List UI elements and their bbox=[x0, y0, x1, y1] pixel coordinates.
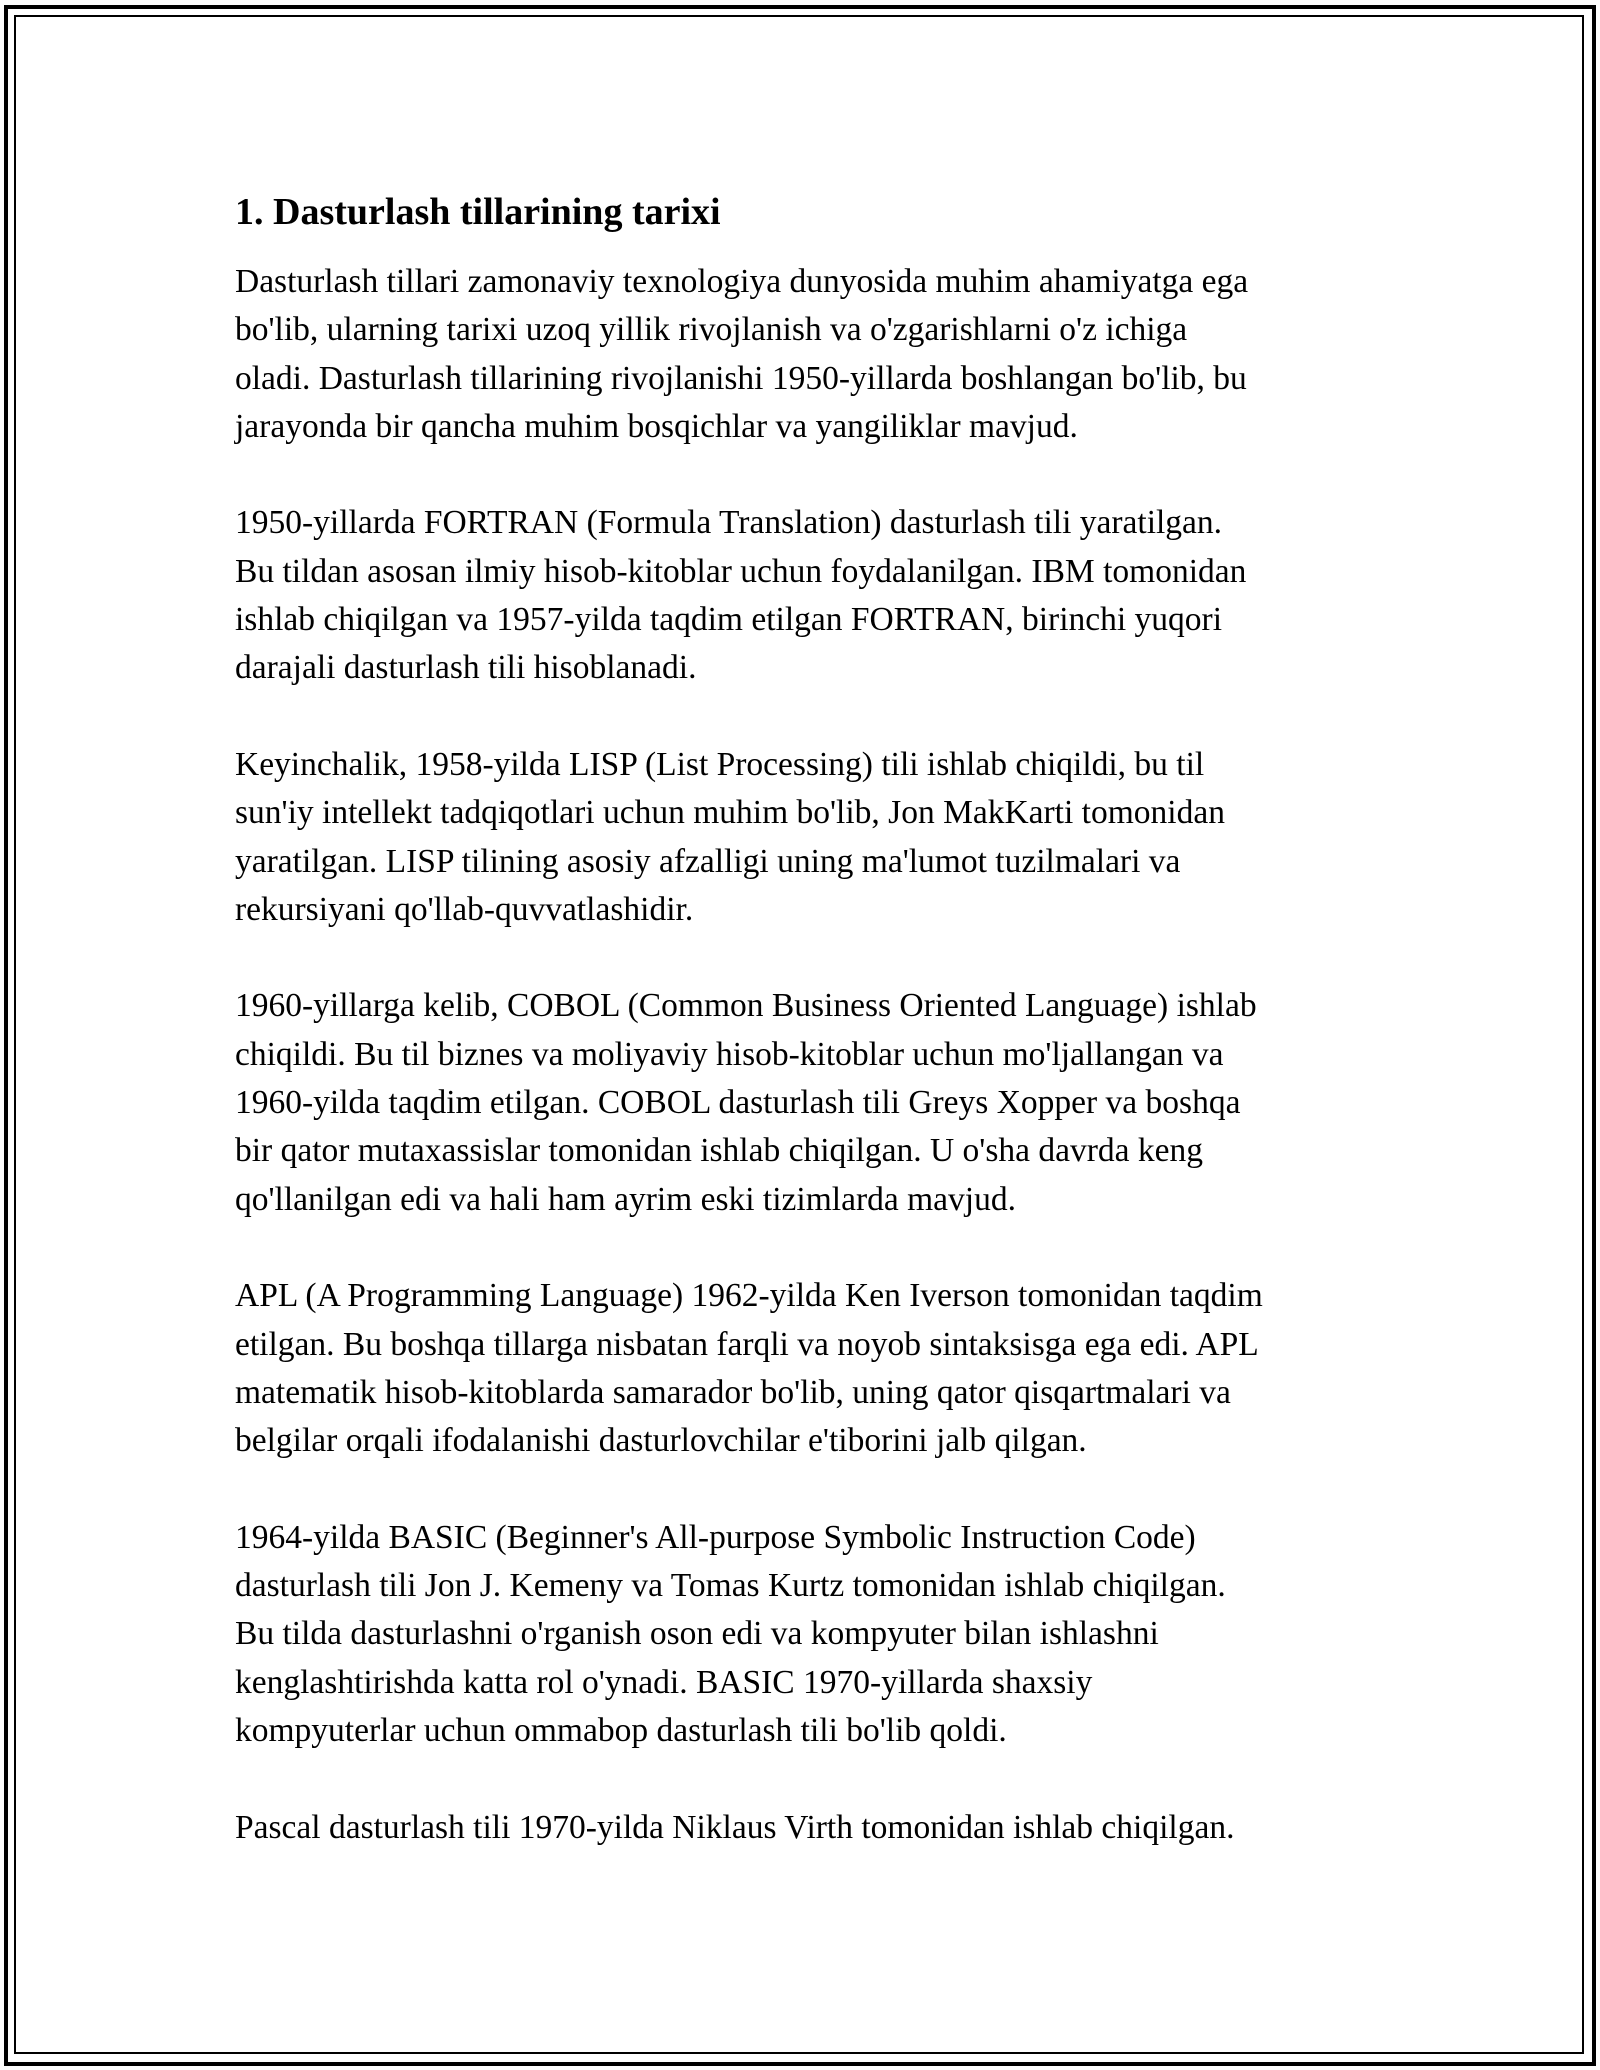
paragraph-pascal: Pascal dasturlash tili 1970-yilda Niklaus Virth tomonidan ishlab chiqilgan. bbox=[235, 1808, 1235, 1846]
paragraph-apl: APL (A Programming Language) 1962-yilda Ken Iverson tomonidan taqdim etilgan. Bu boshqa tillarga nisbatan farqli va noyob sintaksisga ega edi. APL matematik hisob-kitoblarda samarador bo'lib, uning qator qisqartmalari va belgilar orqali ifodalanishi dasturlovchilar e'tiborini jalb qilgan. bbox=[235, 1277, 1263, 1460]
paragraph-basic: 1964-yilda BASIC (Beginner's All-purpose Symbolic Instruction Code) dasturlash tili Jon J. Kemeny va Tomas Kurtz tomonidan ishlab chiqilgan. Bu tilda dasturlashni o'rganish oson edi va kompyuter bilan ishlashni kenglashtirishda katta rol o'ynadi. BASIC 1970-yillarda shaxsiy kompyuterlar uchun ommabop dasturlash tili bo'lib qoldi. bbox=[235, 1518, 1226, 1749]
section-heading: 1. Dasturlash tillarining tarixi bbox=[235, 191, 721, 233]
paragraph-cobol: 1960-yillarga kelib, COBOL (Common Business Oriented Language) ishlab chiqildi. Bu til biznes va moliyaviy hisob-kitoblar uchun mo'ljallangan va 1960-yilda taqdim etilgan. COBOL dasturlash tili Greys Xopper va boshqa bir qator mutaxassislar tomonidan ishlab chiqilgan. U o'sha davrda keng qo'llanilgan edi va hali ham ayrim eski tizimlarda mavjud. bbox=[235, 987, 1257, 1218]
paragraph-fortran: 1950-yillarda FORTRAN (Formula Translation) dasturlash tili yaratilgan. Bu tildan asosan ilmiy hisob-kitoblar uchun foydalanilgan. IBM tomonidan ishlab chiqilgan va 1957-yilda taqdim etilgan FORTRAN, birinchi yuqori darajali dasturlash tili hisoblanadi. bbox=[235, 504, 1247, 687]
paragraph-intro: Dasturlash tillari zamonaviy texnologiya dunyosida muhim ahamiyatga ega bo'lib, ularning tarixi uzoq yillik rivojlanish va o'zgarishlarni o'z ichiga oladi. Dasturlash tillarining rivojlanishi 1950-yillarda boshlangan bo'lib, bu jarayonda bir qancha muhim bosqichlar va yangiliklar mavjud. bbox=[235, 263, 1249, 445]
document-body bbox=[235, 186, 1375, 1852]
paragraph-lisp: Keyinchalik, 1958-yilda LISP (List Processing) tili ishlab chiqildi, bu til sun'iy intellekt tadqiqotlari uchun muhim bo'lib, Jon MakKarti tomonidan yaratilgan. LISP tilining asosiy afzalligi uning ma'lumot tuzilmalari va rekursiyani qo'llab-quvvatlashidir. bbox=[235, 745, 1225, 928]
